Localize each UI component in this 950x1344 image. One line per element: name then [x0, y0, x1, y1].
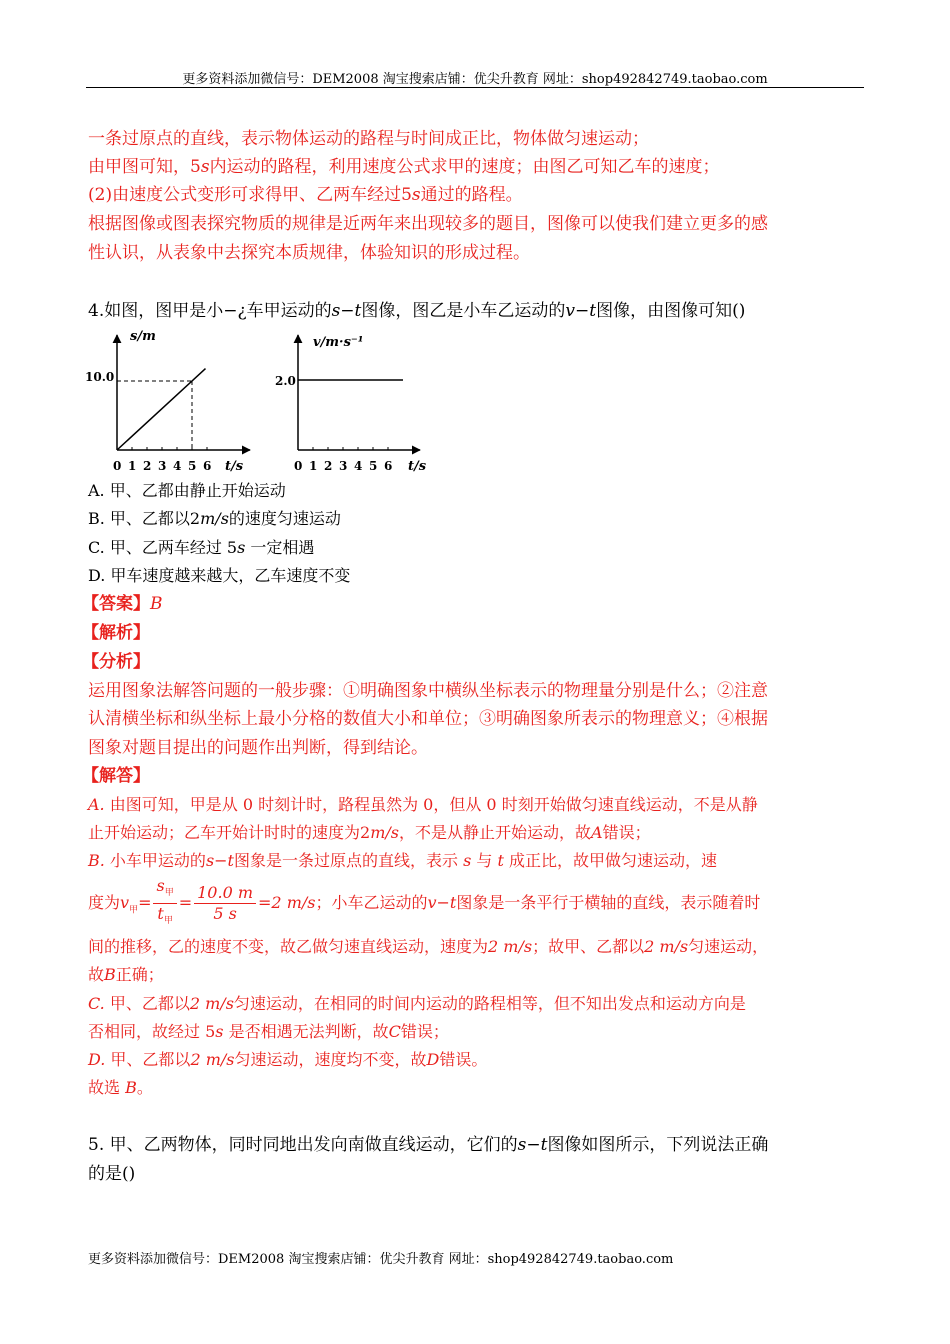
intro-line-5: 性认识，从表象中去探究本质规律，体验知识的形成过程。 — [88, 243, 530, 263]
jieda-a-line-1: A. 由图可知，甲是从 0 时刻计时，路程虽然为 0，但从 0 时刻开始做匀速直线运动，不是从静 — [88, 795, 758, 814]
jia-x-tick-4: 4 — [173, 459, 182, 473]
jieda-a-line-2: 止开始运动；乙车开始计时时的速度为2m/s，不是从静止开始运动，故A错误； — [88, 823, 651, 842]
q4-option-d: D. 甲车速度越来越大，乙车速度不变 — [88, 566, 351, 585]
q4-jieda-label: 【解答】 — [82, 766, 150, 786]
page-footer: 更多资料添加微信号：DEM2008 淘宝搜索店铺：优尖升教育 网址：shop492842749.taobao.com — [88, 1252, 674, 1267]
intro-line-4: 根据图像或图表探究物质的规律是近两年来出现较多的题目，图像可以使我们建立更多的感 — [88, 214, 768, 234]
jia-x-tick-2: 2 — [143, 459, 152, 473]
q4-figure — [80, 325, 440, 480]
yi-x-tick-1: 1 — [309, 459, 318, 473]
fenxi-line-3: 图象对题目提出的问题作出判断，得到结论。 — [88, 738, 428, 758]
jieda-c-line-2: 否相同，故经过 5s 是否相遇无法判断，故C错误； — [88, 1022, 449, 1041]
yi-x-tick-5: 5 — [369, 459, 378, 473]
jieda-final: 故选 B。 — [88, 1078, 153, 1097]
q4-fenxi-label: 【分析】 — [82, 652, 150, 672]
intro-line-1: 一条过原点的直线，表示物体运动的路程与时间成正比，物体做匀速运动； — [88, 129, 649, 149]
q4-jiexi-label: 【解析】 — [82, 623, 150, 643]
jieda-c-line-1: C. 甲、乙都以2 m/s匀速运动，在相同的时间内运动的路程相等，但不知出发点和运动方向是 — [88, 994, 746, 1013]
fenxi-line-1: 运用图象法解答问题的一般步骤：①明确图象中横纵坐标表示的物理量分别是什么；②注意 — [88, 681, 768, 701]
yi-x-tick-3: 3 — [339, 459, 348, 473]
yi-x-tick-6: 6 — [384, 459, 393, 473]
yi-x-label: t/s — [408, 459, 427, 474]
jieda-d-line-1: D. 甲、乙都以2 m/s匀速运动，速度均不变，故D错误。 — [88, 1050, 488, 1069]
yi-x-tick-0: 0 — [294, 459, 303, 473]
jia-y-label: s/m — [130, 329, 156, 344]
jieda-b-line-4: 故B正确； — [88, 965, 164, 984]
jieda-b-line-2: 度为$v_甲=$ $\frac{s_甲}{t_甲}$ = $\frac{10.0 m}{5 s}$ =2 m/s；小车乙运动的v−t图象是一条平行于横轴的直线，表示随着时 — [88, 876, 760, 924]
q4-option-b: B. 甲、乙都以2m/s的速度匀速运动 — [88, 509, 341, 528]
jia-x-tick-5: 5 — [188, 459, 197, 473]
jia-x-tick-0: 0 — [113, 459, 122, 473]
jia-x-tick-1: 1 — [128, 459, 137, 473]
fraction-s-over-t: $\frac{s_甲}{t_甲}$ — [153, 876, 176, 931]
jia-x-tick-6: 6 — [203, 459, 212, 473]
q4-option-a: A. 甲、乙都由静止开始运动 — [88, 481, 286, 500]
page-header: 更多资料添加微信号：DEM2008 淘宝搜索店铺：优尖升教育 网址：shop492842749.taobao.com — [182, 72, 768, 87]
jia-x-label: t/s — [225, 459, 244, 474]
q4-stem: 4.如图，图甲是小−¿车甲运动的s−t图像，图乙是小车乙运动的v−t图像，由图像可知() — [88, 301, 746, 321]
jieda-b-line-1: B. 小车甲运动的s−t图象是一条过原点的直线，表示 s 与 t 成正比，故甲做匀速运动，速 — [88, 851, 718, 870]
intro-line-3: (2)由速度公式变形可求得甲、乙两车经过5s通过的路程。 — [88, 185, 523, 205]
jia-y-tick: 10.0 — [85, 370, 115, 384]
header-rule — [86, 87, 864, 88]
intro-line-2: 由甲图可知，5s内运动的路程，利用速度公式求甲的速度；由图乙可知乙车的速度； — [88, 157, 720, 177]
yi-x-tick-2: 2 — [324, 459, 333, 473]
fraction-values: $\frac{10.0 m}{5 s}$ — [194, 883, 256, 924]
q4-option-c: C. 甲、乙两车经过 5s 一定相遇 — [88, 538, 315, 557]
yi-y-label: v/m·s⁻¹ — [313, 335, 364, 350]
q5-stem-line-2: 的是() — [88, 1164, 136, 1184]
fenxi-line-2: 认清横坐标和纵坐标上最小分格的数值大小和单位；③明确图象所表示的物理意义；④根据 — [88, 709, 768, 729]
jieda-b-line-3: 间的推移，乙的速度不变，故乙做匀速直线运动，速度为2 m/s；故甲、乙都以2 m/s匀速运动， — [88, 937, 769, 956]
q5-stem-line-1: 5. 甲、乙两物体，同时同地出发向南做直线运动，它们的s−t图像如图所示，下列说法正确 — [88, 1135, 769, 1155]
yi-x-tick-4: 4 — [354, 459, 363, 473]
jia-x-tick-3: 3 — [158, 459, 167, 473]
q4-answer: 【答案】B — [82, 594, 163, 614]
yi-y-tick: 2.0 — [275, 374, 296, 388]
